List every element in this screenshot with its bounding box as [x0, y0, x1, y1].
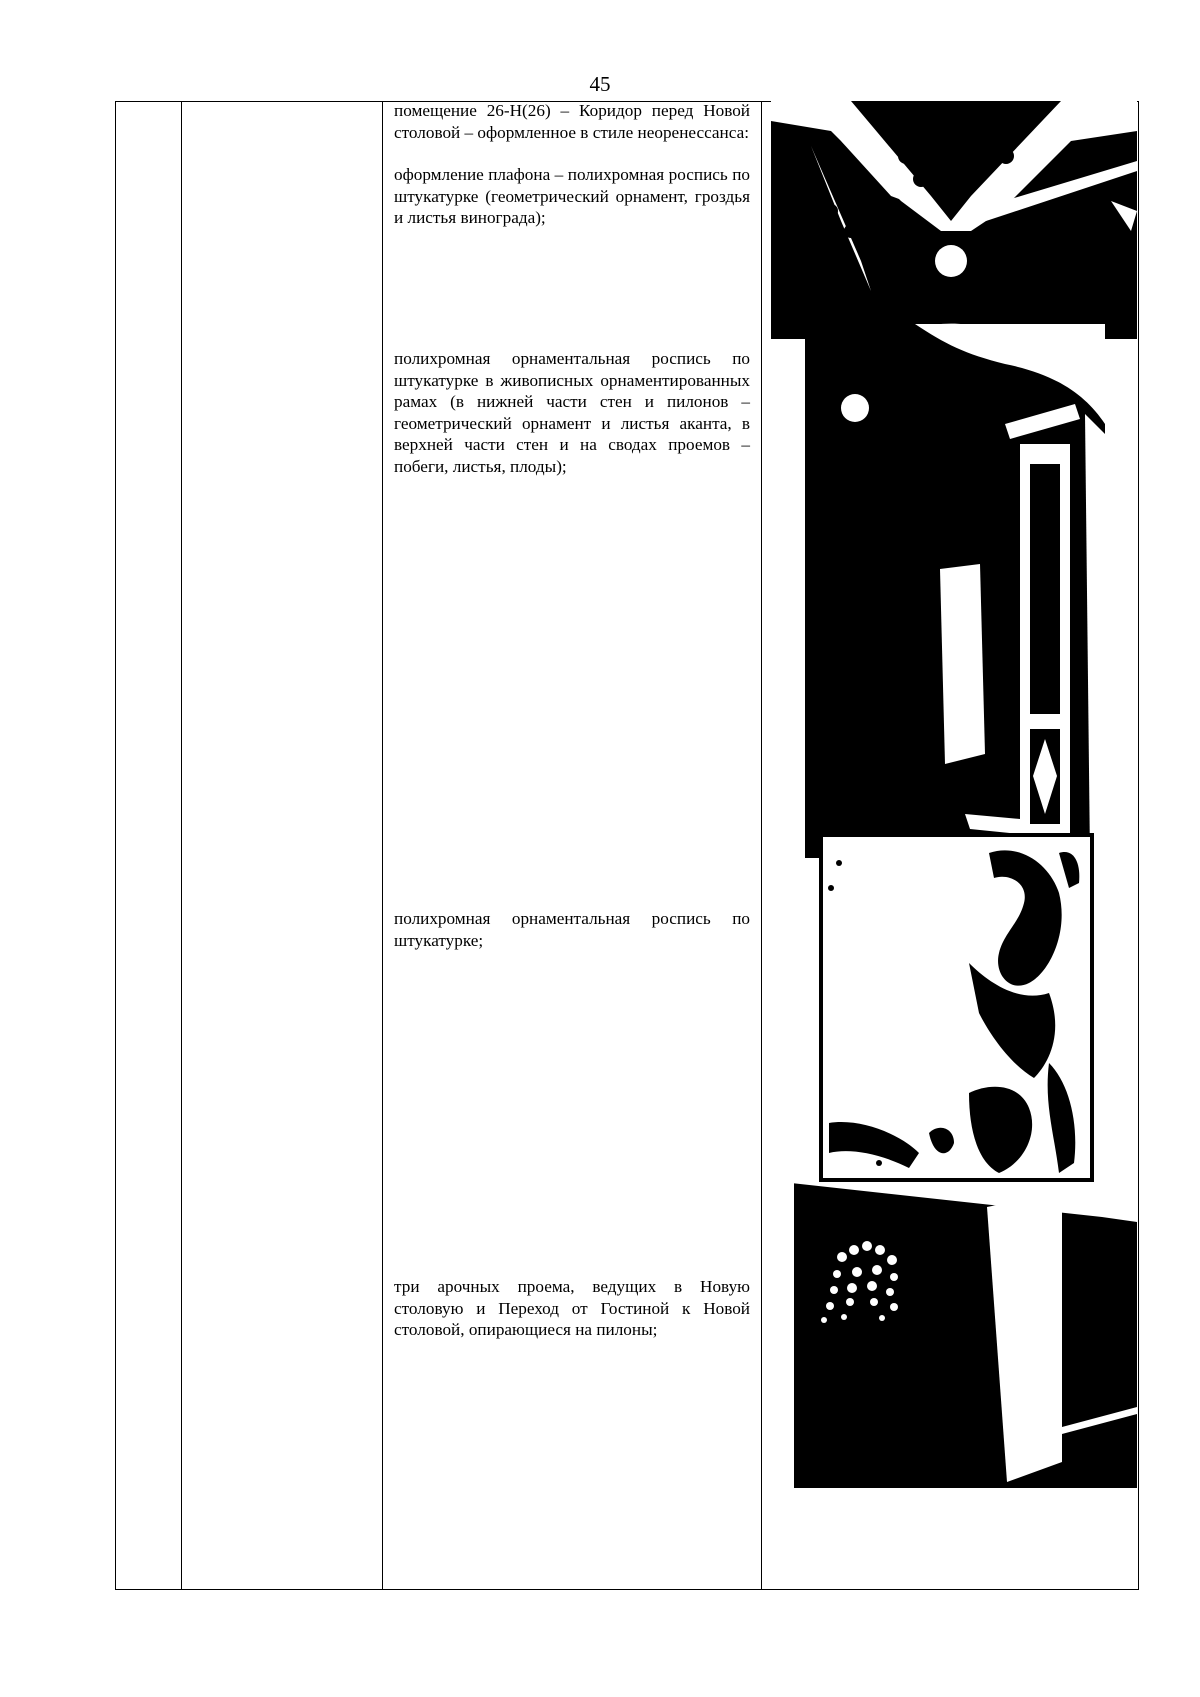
row-3-description [394, 908, 750, 951]
row-2-description [394, 348, 750, 477]
row-1-paragraph-1: помещение 26-Н(26) – Коридор перед Новой столовой – оформленное в стиле неоренессанса: [394, 101, 750, 142]
column-divider-2 [382, 102, 383, 1589]
page-number: 45 [589, 72, 611, 96]
row-4-paragraph-1: три арочных проема, ведущих в Новую столовую и Переход от Гостиной к Новой столовой, опирающиеся на пилоны; [394, 1277, 750, 1339]
row-1-description [394, 100, 750, 229]
arched-openings-photo [782, 1182, 1137, 1488]
row-3-paragraph-1: полихромная орнаментальная роспись по штукатурке; [394, 909, 750, 950]
corridor-arch-photo [805, 324, 1105, 858]
monument-elements-table [115, 101, 1139, 1590]
column-divider-3 [761, 102, 762, 1589]
ceiling-plafond-photo [771, 101, 1137, 339]
row-2-paragraph-1: полихромная орнаментальная роспись по штукатурке в живописных орнаментированных рамах (в нижней части стен и пилонов – геометрический орнамент и листья аканта, в верхней части стен и на сводах проемов – побеги, листья, плоды); [394, 349, 750, 476]
column-divider-1 [181, 102, 182, 1589]
row-4-description [394, 1276, 750, 1341]
row-1-paragraph-2: оформление плафона – полихромная роспись по штукатурке (геометрический орнамент, гроздья и листья винограда); [394, 165, 750, 227]
ornamental-painting-photo [819, 833, 1094, 1182]
